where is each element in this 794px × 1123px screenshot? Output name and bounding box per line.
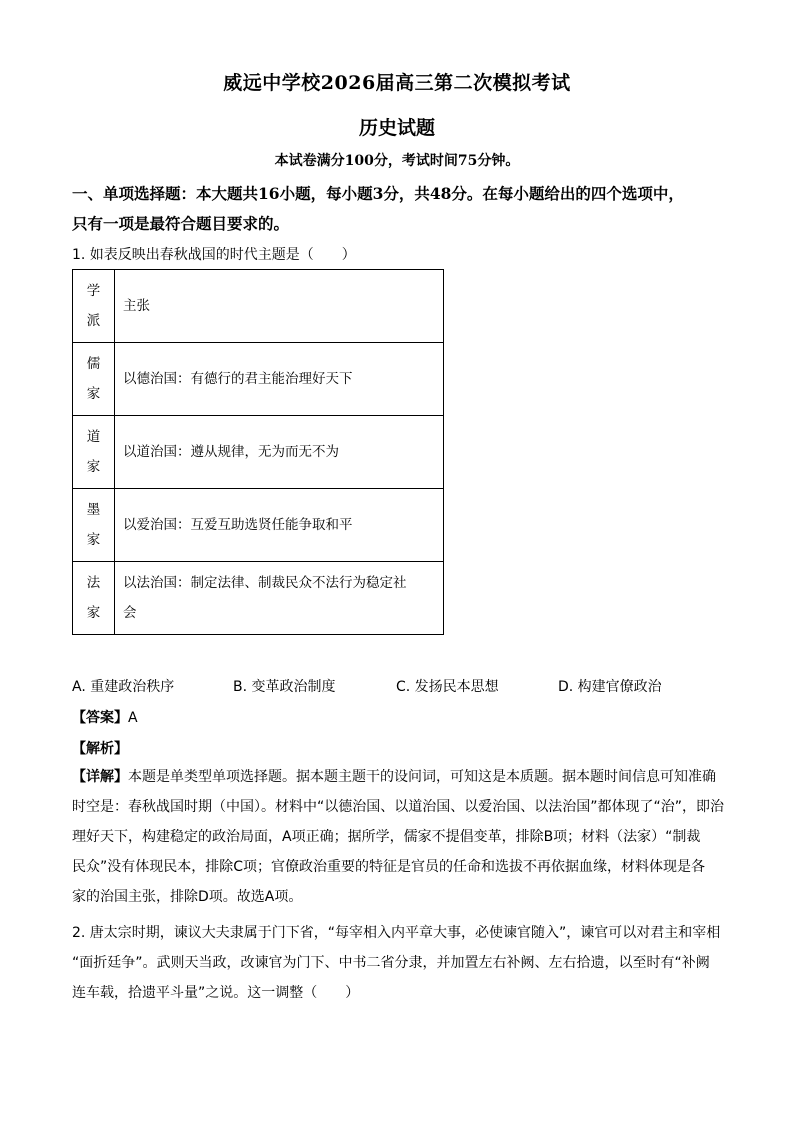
school-char: 道: [86, 429, 101, 445]
claim-cell: 以德治国：有德行的君主能治理好天下: [115, 343, 444, 416]
subject-title: 历史试题: [358, 117, 435, 139]
detail-label: 【详解】: [72, 769, 128, 785]
claim-cell: 以爱治国：互爱互助选贤任能争取和平: [115, 489, 444, 562]
claim-cell: [115, 562, 444, 635]
school-char: 家: [86, 605, 101, 621]
school-cell: [73, 489, 115, 562]
table-header-school: [73, 270, 115, 343]
option-a: A. 重建政治秩序: [72, 679, 175, 695]
detail-line: [72, 762, 732, 792]
table-row: [73, 343, 444, 416]
detail-text: 本题是单类型单项选择题。据本题主题干的设问词，可知这是本质题。据本题时间信息可知准确: [128, 769, 716, 785]
section-instruction-line1: 一、单项选择题：本大题共16小题，每小题3分，共48分。在每小题给出的四个选项中，: [72, 184, 684, 203]
school-char: 派: [86, 313, 101, 329]
option-b: B. 变革政治制度: [233, 679, 336, 695]
school-char: 家: [86, 532, 101, 548]
option-c: C. 发扬民本思想: [396, 679, 499, 695]
detail-line: 家的治国主张，排除D项。故选A项。: [72, 889, 303, 905]
detail-line: 民众”没有体现民本，排除C项；官僚政治重要的特征是官员的任命和选拔不再依据血缘，材料体现是各: [72, 859, 706, 875]
school-cell: [73, 562, 115, 635]
question-2-line: “面折廷争”。武则天当政，改谏官为门下、中书二省分隶，并加置左右补阙、左右拾遗，以至时有“补阙: [72, 955, 710, 971]
table-row: [73, 489, 444, 562]
question-1-stem: 1. 如表反映出春秋战国的时代主题是（ ）: [72, 247, 356, 263]
answer-value: A: [128, 710, 138, 726]
claim-line: 以法治国：制定法律、制裁民众不法行为稳定社: [123, 575, 407, 591]
schools-table: [72, 269, 444, 635]
answer-line: [72, 707, 138, 727]
claim-line: 会: [123, 605, 137, 621]
detail-line: 时空是：春秋战国时期（中国）。材料中“以德治国、以道治国、以爱治国、以法治国”都体现了“治”，即治: [72, 799, 725, 815]
school-char: 家: [86, 386, 101, 402]
school-cell: [73, 416, 115, 489]
option-d: D. 构建官僚政治: [558, 679, 662, 695]
analysis-label: 【解析】: [72, 741, 128, 757]
school-char: 家: [86, 459, 101, 475]
table-row: [73, 562, 444, 635]
exam-note: 本试卷满分100分，考试时间75分钟。: [274, 153, 520, 169]
question-2: [72, 918, 732, 1008]
table-row: [73, 416, 444, 489]
answer-label: 【答案】: [72, 710, 128, 726]
school-char: 墨: [86, 502, 101, 518]
school-char: 儒: [86, 356, 101, 372]
table-header-row: [73, 270, 444, 343]
detail-paragraph: [72, 762, 732, 912]
table-header-claim: 主张: [115, 270, 444, 343]
detail-line: 理好天下，构建稳定的政治局面，A项正确；据所学，儒家不提倡变革，排除B项；材料（法家）“制裁: [72, 829, 701, 845]
school-cell: [73, 343, 115, 416]
school-char: 法: [86, 575, 101, 591]
exam-title: 威远中学校2026届高三第二次模拟考试: [223, 72, 571, 94]
section-instruction-line2: 只有一项是最符合题目要求的。: [72, 214, 290, 233]
school-char: 学: [86, 283, 101, 299]
question-2-line: 2. 唐太宗时期，谏议大夫隶属于门下省，“每宰相入内平章大事，必使谏官随入”，谏官可以对君主和宰相: [72, 925, 721, 941]
question-2-line: 连车载，拾遗平斗量”之说。这一调整（ ）: [72, 985, 360, 1001]
claim-cell: 以道治国：遵从规律，无为而无不为: [115, 416, 444, 489]
